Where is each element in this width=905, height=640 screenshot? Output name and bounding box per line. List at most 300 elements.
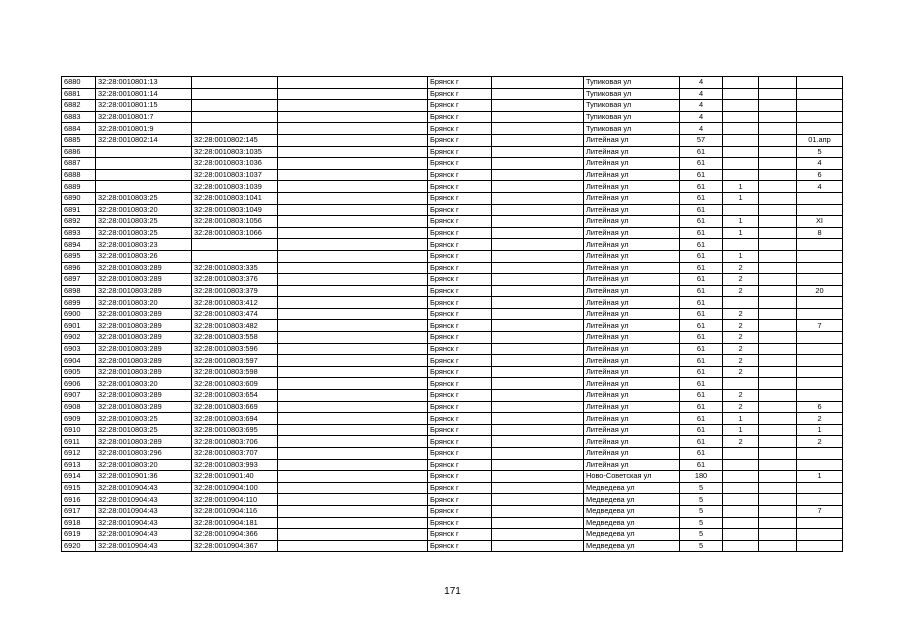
cell-cadastral-number: 32:28:0010803:289 <box>96 308 192 320</box>
cell-blank-cell <box>492 459 584 471</box>
cell-object-cadastral-number <box>192 111 278 123</box>
cell-cadastral-number: 32:28:0010801:13 <box>96 77 192 89</box>
cell-house-number: 61 <box>680 413 723 425</box>
cell-house-number: 61 <box>680 262 723 274</box>
cell-blank-cell <box>278 494 428 506</box>
cell-blank-cell <box>759 413 797 425</box>
cell-apartment <box>797 77 843 89</box>
cell-building <box>723 471 759 483</box>
cell-street: Литейная ул <box>584 424 680 436</box>
cell-object-cadastral-number <box>192 250 278 262</box>
cell-house-number: 4 <box>680 123 723 135</box>
cell-blank-cell <box>492 227 584 239</box>
cell-record-number: 6903 <box>62 343 96 355</box>
cell-street: Литейная ул <box>584 227 680 239</box>
cell-blank-cell <box>759 169 797 181</box>
cell-blank-cell <box>278 424 428 436</box>
cell-blank-cell <box>492 343 584 355</box>
cell-apartment: 5 <box>797 146 843 158</box>
cell-house-number: 61 <box>680 250 723 262</box>
cell-city: Брянск г <box>428 482 492 494</box>
table-row <box>62 239 843 251</box>
cell-blank-cell <box>759 77 797 89</box>
cell-house-number: 5 <box>680 494 723 506</box>
cell-object-cadastral-number: 32:28:0010803:1037 <box>192 169 278 181</box>
cell-street: Литейная ул <box>584 436 680 448</box>
cell-city: Брянск г <box>428 355 492 367</box>
cell-blank-cell <box>492 424 584 436</box>
cell-blank-cell <box>278 332 428 344</box>
cell-cadastral-number <box>96 158 192 170</box>
cell-cadastral-number: 32:28:0010904:43 <box>96 540 192 552</box>
cell-apartment <box>797 239 843 251</box>
cell-blank-cell <box>278 505 428 517</box>
cell-object-cadastral-number: 32:28:0010803:335 <box>192 262 278 274</box>
cell-apartment <box>797 123 843 135</box>
cell-blank-cell <box>759 100 797 112</box>
cell-blank-cell <box>278 529 428 541</box>
table-row <box>62 320 843 332</box>
cell-city: Брянск г <box>428 401 492 413</box>
cell-record-number: 6915 <box>62 482 96 494</box>
cell-house-number: 4 <box>680 88 723 100</box>
cell-blank-cell <box>492 88 584 100</box>
table-row <box>62 459 843 471</box>
table-row <box>62 390 843 402</box>
cell-blank-cell <box>278 366 428 378</box>
table-row <box>62 146 843 158</box>
cell-street: Медведева ул <box>584 505 680 517</box>
cell-apartment: 7 <box>797 505 843 517</box>
cell-street: Медведева ул <box>584 494 680 506</box>
cell-apartment <box>797 482 843 494</box>
cell-city: Брянск г <box>428 285 492 297</box>
cell-cadastral-number: 32:28:0010803:25 <box>96 192 192 204</box>
cell-street: Литейная ул <box>584 239 680 251</box>
table-row <box>62 77 843 89</box>
cell-record-number: 6880 <box>62 77 96 89</box>
cell-building: 1 <box>723 250 759 262</box>
cell-apartment <box>797 100 843 112</box>
cell-object-cadastral-number: 32:28:0010803:1049 <box>192 204 278 216</box>
cell-blank-cell <box>492 134 584 146</box>
cell-record-number: 6919 <box>62 529 96 541</box>
cell-house-number: 61 <box>680 459 723 471</box>
cell-blank-cell <box>278 169 428 181</box>
table-row <box>62 134 843 146</box>
cell-cadastral-number <box>96 146 192 158</box>
cell-house-number: 61 <box>680 146 723 158</box>
cell-blank-cell <box>278 227 428 239</box>
table-row <box>62 123 843 135</box>
cell-blank-cell <box>759 332 797 344</box>
cell-object-cadastral-number: 32:28:0010901:40 <box>192 471 278 483</box>
cell-record-number: 6885 <box>62 134 96 146</box>
cell-apartment: 1 <box>797 424 843 436</box>
cell-apartment: 7 <box>797 320 843 332</box>
cell-street: Литейная ул <box>584 343 680 355</box>
cell-blank-cell <box>759 482 797 494</box>
cell-city: Брянск г <box>428 308 492 320</box>
cell-house-number: 61 <box>680 274 723 286</box>
cell-building <box>723 540 759 552</box>
cell-street: Литейная ул <box>584 308 680 320</box>
cell-city: Брянск г <box>428 413 492 425</box>
table-row <box>62 424 843 436</box>
cell-house-number: 180 <box>680 471 723 483</box>
cell-cadastral-number: 32:28:0010803:296 <box>96 448 192 460</box>
table-row <box>62 355 843 367</box>
cell-blank-cell <box>759 181 797 193</box>
cell-object-cadastral-number: 32:28:0010803:597 <box>192 355 278 367</box>
table-row <box>62 366 843 378</box>
cell-city: Брянск г <box>428 274 492 286</box>
cell-record-number: 6917 <box>62 505 96 517</box>
cell-object-cadastral-number: 32:28:0010904:366 <box>192 529 278 541</box>
cell-street: Литейная ул <box>584 285 680 297</box>
cell-building <box>723 111 759 123</box>
cell-city: Брянск г <box>428 227 492 239</box>
cell-object-cadastral-number <box>192 77 278 89</box>
cell-house-number: 61 <box>680 169 723 181</box>
cell-record-number: 6887 <box>62 158 96 170</box>
cell-city: Брянск г <box>428 250 492 262</box>
cell-street: Тупиковая ул <box>584 111 680 123</box>
cell-object-cadastral-number: 32:28:0010803:707 <box>192 448 278 460</box>
cell-cadastral-number: 32:28:0010803:289 <box>96 343 192 355</box>
cell-house-number: 61 <box>680 297 723 309</box>
cell-city: Брянск г <box>428 436 492 448</box>
cell-blank-cell <box>492 250 584 262</box>
cell-record-number: 6893 <box>62 227 96 239</box>
cell-blank-cell <box>759 111 797 123</box>
cell-blank-cell <box>492 413 584 425</box>
cell-cadastral-number: 32:28:0010803:20 <box>96 459 192 471</box>
cell-blank-cell <box>759 123 797 135</box>
cell-street: Литейная ул <box>584 297 680 309</box>
cell-cadastral-number: 32:28:0010803:289 <box>96 366 192 378</box>
cell-cadastral-number: 32:28:0010904:43 <box>96 505 192 517</box>
cell-cadastral-number: 32:28:0010801:7 <box>96 111 192 123</box>
cell-record-number: 6900 <box>62 308 96 320</box>
cell-cadastral-number: 32:28:0010803:20 <box>96 204 192 216</box>
cell-record-number: 6888 <box>62 169 96 181</box>
cell-house-number: 57 <box>680 134 723 146</box>
cell-blank-cell <box>492 448 584 460</box>
cell-building <box>723 459 759 471</box>
cell-object-cadastral-number: 32:28:0010803:694 <box>192 413 278 425</box>
cell-blank-cell <box>278 355 428 367</box>
cell-blank-cell <box>278 146 428 158</box>
cell-blank-cell <box>492 274 584 286</box>
cell-record-number: 6881 <box>62 88 96 100</box>
cell-building <box>723 517 759 529</box>
cell-cadastral-number: 32:28:0010803:25 <box>96 413 192 425</box>
cell-blank-cell <box>759 424 797 436</box>
cell-blank-cell <box>278 343 428 355</box>
cell-record-number: 6886 <box>62 146 96 158</box>
cell-blank-cell <box>492 146 584 158</box>
cell-building: 2 <box>723 343 759 355</box>
cell-blank-cell <box>759 274 797 286</box>
cell-record-number: 6889 <box>62 181 96 193</box>
cell-building <box>723 378 759 390</box>
cell-city: Брянск г <box>428 134 492 146</box>
cell-record-number: 6914 <box>62 471 96 483</box>
cell-building <box>723 123 759 135</box>
table-row <box>62 169 843 181</box>
cell-house-number: 5 <box>680 540 723 552</box>
cell-city: Брянск г <box>428 540 492 552</box>
table-row <box>62 285 843 297</box>
cell-street: Литейная ул <box>584 332 680 344</box>
cell-house-number: 4 <box>680 100 723 112</box>
cell-record-number: 6909 <box>62 413 96 425</box>
cell-blank-cell <box>759 448 797 460</box>
cell-blank-cell <box>759 158 797 170</box>
cell-object-cadastral-number: 32:28:0010803:706 <box>192 436 278 448</box>
table-row <box>62 401 843 413</box>
cell-apartment: 01.апр <box>797 134 843 146</box>
table-row <box>62 204 843 216</box>
cell-object-cadastral-number: 32:28:0010803:669 <box>192 401 278 413</box>
cell-blank-cell <box>278 192 428 204</box>
cell-object-cadastral-number: 32:28:0010803:379 <box>192 285 278 297</box>
cell-cadastral-number: 32:28:0010904:43 <box>96 482 192 494</box>
cell-house-number: 61 <box>680 355 723 367</box>
cell-blank-cell <box>278 308 428 320</box>
cell-blank-cell <box>759 146 797 158</box>
cell-cadastral-number: 32:28:0010803:289 <box>96 285 192 297</box>
cell-city: Брянск г <box>428 343 492 355</box>
cell-apartment: 4 <box>797 181 843 193</box>
cell-apartment: 8 <box>797 227 843 239</box>
cell-blank-cell <box>492 355 584 367</box>
table-row <box>62 482 843 494</box>
cell-object-cadastral-number <box>192 88 278 100</box>
table-row <box>62 216 843 228</box>
cell-apartment <box>797 366 843 378</box>
cell-street: Литейная ул <box>584 355 680 367</box>
cell-city: Брянск г <box>428 169 492 181</box>
cell-city: Брянск г <box>428 448 492 460</box>
cell-blank-cell <box>759 262 797 274</box>
cell-house-number: 4 <box>680 77 723 89</box>
cell-blank-cell <box>278 88 428 100</box>
cell-cadastral-number: 32:28:0010803:289 <box>96 332 192 344</box>
cell-street: Литейная ул <box>584 204 680 216</box>
cell-cadastral-number: 32:28:0010803:289 <box>96 390 192 402</box>
cell-apartment <box>797 529 843 541</box>
cell-blank-cell <box>492 111 584 123</box>
cell-street: Литейная ул <box>584 274 680 286</box>
cell-house-number: 61 <box>680 343 723 355</box>
cell-street: Литейная ул <box>584 459 680 471</box>
cell-building: 2 <box>723 355 759 367</box>
cell-blank-cell <box>278 517 428 529</box>
cell-street: Литейная ул <box>584 158 680 170</box>
cell-building: 2 <box>723 436 759 448</box>
cell-house-number: 61 <box>680 436 723 448</box>
cell-apartment <box>797 88 843 100</box>
cell-cadastral-number <box>96 181 192 193</box>
cell-blank-cell <box>759 471 797 483</box>
cell-object-cadastral-number: 32:28:0010904:181 <box>192 517 278 529</box>
table-row <box>62 181 843 193</box>
cell-object-cadastral-number: 32:28:0010803:598 <box>192 366 278 378</box>
cell-cadastral-number: 32:28:0010803:289 <box>96 401 192 413</box>
cell-cadastral-number: 32:28:0010803:23 <box>96 239 192 251</box>
cell-cadastral-number: 32:28:0010803:289 <box>96 355 192 367</box>
cell-building: 1 <box>723 216 759 228</box>
table-row <box>62 100 843 112</box>
cell-blank-cell <box>278 216 428 228</box>
cell-blank-cell <box>759 285 797 297</box>
cell-blank-cell <box>278 471 428 483</box>
cell-blank-cell <box>278 274 428 286</box>
cell-record-number: 6892 <box>62 216 96 228</box>
cell-building: 1 <box>723 192 759 204</box>
cell-city: Брянск г <box>428 216 492 228</box>
cell-object-cadastral-number: 32:28:0010904:100 <box>192 482 278 494</box>
cell-object-cadastral-number: 32:28:0010803:609 <box>192 378 278 390</box>
cell-city: Брянск г <box>428 517 492 529</box>
cell-city: Брянск г <box>428 192 492 204</box>
cell-record-number: 6894 <box>62 239 96 251</box>
cell-blank-cell <box>278 482 428 494</box>
cell-city: Брянск г <box>428 378 492 390</box>
cell-building: 2 <box>723 285 759 297</box>
cell-apartment <box>797 111 843 123</box>
cell-blank-cell <box>759 529 797 541</box>
cell-building <box>723 505 759 517</box>
cell-object-cadastral-number: 32:28:0010802:145 <box>192 134 278 146</box>
cell-record-number: 6902 <box>62 332 96 344</box>
cell-building: 1 <box>723 413 759 425</box>
cell-object-cadastral-number: 32:28:0010803:482 <box>192 320 278 332</box>
cell-building <box>723 88 759 100</box>
cell-house-number: 5 <box>680 529 723 541</box>
cell-object-cadastral-number: 32:28:0010803:1041 <box>192 192 278 204</box>
table-row <box>62 540 843 552</box>
cell-house-number: 61 <box>680 448 723 460</box>
cell-street: Тупиковая ул <box>584 88 680 100</box>
cell-street: Литейная ул <box>584 448 680 460</box>
cell-city: Брянск г <box>428 494 492 506</box>
cell-house-number: 61 <box>680 239 723 251</box>
cell-street: Литейная ул <box>584 413 680 425</box>
cell-building: 2 <box>723 320 759 332</box>
cell-house-number: 4 <box>680 111 723 123</box>
cell-blank-cell <box>278 77 428 89</box>
cell-blank-cell <box>759 494 797 506</box>
cell-object-cadastral-number: 32:28:0010803:654 <box>192 390 278 402</box>
table-row <box>62 471 843 483</box>
cell-street: Литейная ул <box>584 134 680 146</box>
table-row <box>62 158 843 170</box>
cell-blank-cell <box>278 123 428 135</box>
cell-apartment <box>797 204 843 216</box>
cell-house-number: 61 <box>680 204 723 216</box>
cell-apartment <box>797 459 843 471</box>
cell-blank-cell <box>759 320 797 332</box>
cell-object-cadastral-number: 32:28:0010803:412 <box>192 297 278 309</box>
cell-blank-cell <box>492 297 584 309</box>
cell-house-number: 61 <box>680 181 723 193</box>
cell-object-cadastral-number: 32:28:0010803:1066 <box>192 227 278 239</box>
cell-house-number: 61 <box>680 332 723 344</box>
cell-city: Брянск г <box>428 88 492 100</box>
cell-blank-cell <box>492 494 584 506</box>
cell-apartment <box>797 274 843 286</box>
cell-blank-cell <box>278 239 428 251</box>
cell-house-number: 61 <box>680 192 723 204</box>
cell-blank-cell <box>278 378 428 390</box>
cell-street: Литейная ул <box>584 262 680 274</box>
cell-apartment <box>797 494 843 506</box>
cell-blank-cell <box>759 192 797 204</box>
cell-apartment <box>797 540 843 552</box>
cell-record-number: 6910 <box>62 424 96 436</box>
cell-apartment: XI <box>797 216 843 228</box>
cell-city: Брянск г <box>428 529 492 541</box>
cell-house-number: 61 <box>680 308 723 320</box>
cell-blank-cell <box>759 308 797 320</box>
cell-blank-cell <box>492 308 584 320</box>
table-row <box>62 494 843 506</box>
cell-cadastral-number: 32:28:0010904:43 <box>96 529 192 541</box>
cell-blank-cell <box>759 227 797 239</box>
cell-cadastral-number: 32:28:0010801:9 <box>96 123 192 135</box>
cell-city: Брянск г <box>428 332 492 344</box>
cell-cadastral-number: 32:28:0010803:20 <box>96 297 192 309</box>
table-row <box>62 517 843 529</box>
cell-record-number: 6905 <box>62 366 96 378</box>
cell-street: Тупиковая ул <box>584 77 680 89</box>
cell-street: Литейная ул <box>584 216 680 228</box>
cell-object-cadastral-number: 32:28:0010803:1035 <box>192 146 278 158</box>
cell-street: Тупиковая ул <box>584 123 680 135</box>
cell-blank-cell <box>278 262 428 274</box>
cell-blank-cell <box>492 517 584 529</box>
cell-building <box>723 100 759 112</box>
cell-building <box>723 239 759 251</box>
cell-cadastral-number <box>96 169 192 181</box>
cell-apartment <box>797 297 843 309</box>
cell-blank-cell <box>759 216 797 228</box>
cell-building <box>723 77 759 89</box>
cell-blank-cell <box>278 459 428 471</box>
cell-blank-cell <box>492 471 584 483</box>
cell-blank-cell <box>759 459 797 471</box>
cell-object-cadastral-number <box>192 100 278 112</box>
cell-blank-cell <box>278 448 428 460</box>
cell-object-cadastral-number: 32:28:0010803:596 <box>192 343 278 355</box>
cell-record-number: 6911 <box>62 436 96 448</box>
cell-apartment <box>797 262 843 274</box>
cell-house-number: 61 <box>680 378 723 390</box>
cell-city: Брянск г <box>428 459 492 471</box>
cell-blank-cell <box>759 505 797 517</box>
cell-building <box>723 146 759 158</box>
cell-apartment: 1 <box>797 471 843 483</box>
cell-apartment <box>797 250 843 262</box>
cell-blank-cell <box>492 123 584 135</box>
cell-blank-cell <box>278 413 428 425</box>
cell-blank-cell <box>492 158 584 170</box>
cell-object-cadastral-number <box>192 239 278 251</box>
cell-street: Литейная ул <box>584 366 680 378</box>
